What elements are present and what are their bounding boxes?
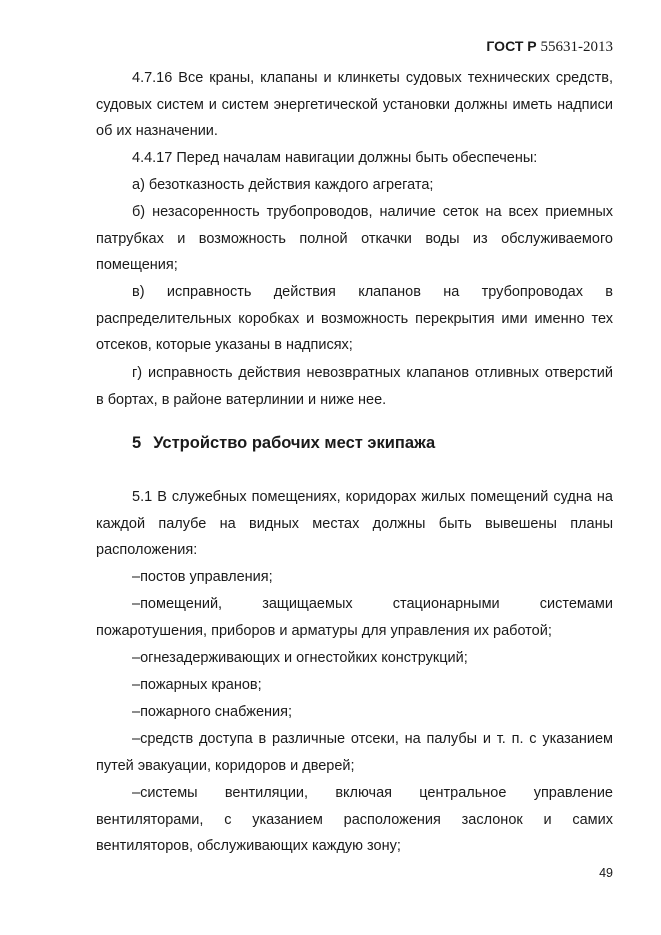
gost-label: ГОСТ Р [486,38,537,54]
dash-item: –постов управления; [132,569,273,585]
dash-item: –средств доступа в различные отсеки, на палубы и т. п. с указанием путей эвакуации, коридоров и дверей; [96,731,613,774]
section-number: 5 [132,434,142,452]
paragraph-4-7-16: 4.7.16 Все краны, клапаны и клинкеты судовых технических средств, судовых систем и систем энергетической установки должны иметь надписи об их назначении. [96,70,613,139]
dash-item: –пожарных кранов; [132,677,262,693]
list-item-a: а) безотказность действия каждого агрегата; [132,177,434,193]
list-item-v: в) исправность действия клапанов на трубопроводах в распределительных коробках и возможность перекрытия ими именно тех отсеков, которые указаны в надписях; [96,284,613,353]
document-header [486,37,613,56]
dash-item: –пожарного снабжения; [132,704,292,720]
list-item-g: г) исправность действия невозвратных клапанов отливных отверстий в бортах, в районе ватерлинии и ниже нее. [96,365,613,408]
paragraph-4-4-17: 4.4.17 Перед началам навигации должны быть обеспечены: [132,150,538,166]
list-item-b: б) незасоренность трубопроводов, наличие сеток на всех приемных патрубках и возможность полной откачки воды из обслуживаемого помещения; [96,204,613,273]
paragraph-5-1: 5.1 В служебных помещениях, коридорах жилых помещений судна на каждой палубе на видных местах должны быть вывешены планы расположения: [96,489,613,558]
dash-item: –помещений, защищаемых стационарными системами пожаротушения, приборов и арматуры для управления их работой; [96,596,613,639]
dash-item: –огнезадерживающих и огнестойких конструкций; [132,650,468,666]
section-heading [132,434,435,453]
page-number: 49 [599,866,613,880]
document-number: 55631-2013 [540,39,613,55]
section-title: Устройство рабочих мест экипажа [153,434,436,452]
dash-item: –системы вентиляции, включая центральное управление вентиляторами, с указанием расположения заслонок и самих вентиляторов, обслуживающих каждую зону; [96,785,613,854]
